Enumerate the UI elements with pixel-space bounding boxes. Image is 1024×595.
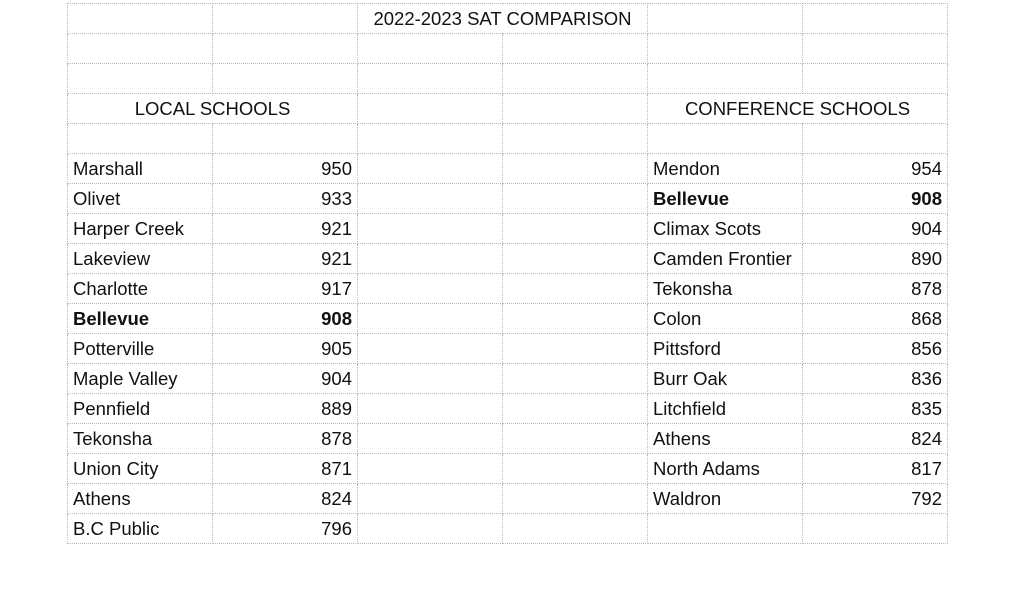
conference-school-score: 954 <box>803 154 948 184</box>
empty-cell <box>503 364 648 394</box>
table-row <box>68 424 948 454</box>
table-row <box>68 154 948 184</box>
empty-cell <box>358 364 503 394</box>
local-school-score: 796 <box>213 514 358 544</box>
local-school-score: 921 <box>213 214 358 244</box>
empty-cell <box>213 4 358 34</box>
empty-cell <box>503 214 648 244</box>
local-school-score: 824 <box>213 484 358 514</box>
local-school-name: B.C Public <box>68 514 213 544</box>
conference-school-name: North Adams <box>648 454 803 484</box>
conference-school-name: Camden Frontier <box>648 244 803 274</box>
empty-cell <box>358 484 503 514</box>
conference-school-name: Burr Oak <box>648 364 803 394</box>
local-school-name: Union City <box>68 454 213 484</box>
conference-school-name: Colon <box>648 304 803 334</box>
empty-cell <box>358 154 503 184</box>
blank-row <box>68 124 948 154</box>
empty-cell <box>803 4 948 34</box>
empty-cell <box>503 454 648 484</box>
empty-cell <box>358 424 503 454</box>
conference-school-score: 908 <box>803 184 948 214</box>
empty-cell <box>503 514 648 544</box>
local-school-name: Maple Valley <box>68 364 213 394</box>
conference-school-name: Athens <box>648 424 803 454</box>
local-school-score: 933 <box>213 184 358 214</box>
empty-cell <box>503 394 648 424</box>
empty-cell <box>358 274 503 304</box>
empty-cell <box>803 514 948 544</box>
table-row <box>68 514 948 544</box>
conference-school-name: Pittsford <box>648 334 803 364</box>
local-school-name: Pennfield <box>68 394 213 424</box>
empty-cell <box>503 304 648 334</box>
sheet-body <box>68 4 948 544</box>
local-school-name: Lakeview <box>68 244 213 274</box>
empty-cell <box>503 94 648 124</box>
empty-cell <box>358 244 503 274</box>
conference-school-score: 792 <box>803 484 948 514</box>
empty-cell <box>503 274 648 304</box>
empty-cell <box>358 304 503 334</box>
local-school-score: 950 <box>213 154 358 184</box>
local-school-name: Harper Creek <box>68 214 213 244</box>
conference-school-score: 824 <box>803 424 948 454</box>
sheet-title: 2022-2023 SAT COMPARISON <box>358 4 648 34</box>
table-row <box>68 454 948 484</box>
local-school-name: Tekonsha <box>68 424 213 454</box>
blank-row <box>68 34 948 64</box>
conference-school-score: 835 <box>803 394 948 424</box>
conference-school-name: Climax Scots <box>648 214 803 244</box>
table-row <box>68 214 948 244</box>
local-school-score: 878 <box>213 424 358 454</box>
local-school-name: Bellevue <box>68 304 213 334</box>
local-school-name: Potterville <box>68 334 213 364</box>
empty-cell <box>503 154 648 184</box>
empty-cell <box>358 454 503 484</box>
table-row <box>68 394 948 424</box>
conference-school-score: 868 <box>803 304 948 334</box>
empty-cell <box>503 484 648 514</box>
table-row <box>68 274 948 304</box>
local-school-name: Olivet <box>68 184 213 214</box>
local-school-score: 871 <box>213 454 358 484</box>
empty-cell <box>648 514 803 544</box>
local-school-score: 921 <box>213 244 358 274</box>
local-school-score: 917 <box>213 274 358 304</box>
empty-cell <box>358 514 503 544</box>
empty-cell <box>503 244 648 274</box>
local-school-score: 889 <box>213 394 358 424</box>
local-school-score: 905 <box>213 334 358 364</box>
empty-cell <box>358 184 503 214</box>
conference-school-score: 890 <box>803 244 948 274</box>
empty-cell <box>358 94 503 124</box>
local-schools-heading: LOCAL SCHOOLS <box>68 94 358 124</box>
conference-school-name: Litchfield <box>648 394 803 424</box>
local-school-score: 908 <box>213 304 358 334</box>
blank-row <box>68 64 948 94</box>
local-school-score: 904 <box>213 364 358 394</box>
conference-school-score: 817 <box>803 454 948 484</box>
empty-cell <box>503 184 648 214</box>
empty-cell <box>503 424 648 454</box>
conference-school-score: 856 <box>803 334 948 364</box>
table-row <box>68 184 948 214</box>
empty-cell <box>358 214 503 244</box>
empty-cell <box>648 4 803 34</box>
empty-cell <box>358 334 503 364</box>
table-row <box>68 364 948 394</box>
sat-comparison-sheet <box>67 3 948 544</box>
conference-schools-heading: CONFERENCE SCHOOLS <box>648 94 948 124</box>
table-row <box>68 334 948 364</box>
conference-school-score: 878 <box>803 274 948 304</box>
conference-school-name: Waldron <box>648 484 803 514</box>
table-row <box>68 244 948 274</box>
conference-school-name: Bellevue <box>648 184 803 214</box>
table-row <box>68 304 948 334</box>
empty-cell <box>68 4 213 34</box>
local-school-name: Athens <box>68 484 213 514</box>
title-row <box>68 4 948 34</box>
conference-school-name: Tekonsha <box>648 274 803 304</box>
local-school-name: Charlotte <box>68 274 213 304</box>
local-school-name: Marshall <box>68 154 213 184</box>
conference-school-name: Mendon <box>648 154 803 184</box>
heading-row <box>68 94 948 124</box>
table-row <box>68 484 948 514</box>
conference-school-score: 836 <box>803 364 948 394</box>
empty-cell <box>503 334 648 364</box>
conference-school-score: 904 <box>803 214 948 244</box>
empty-cell <box>358 394 503 424</box>
